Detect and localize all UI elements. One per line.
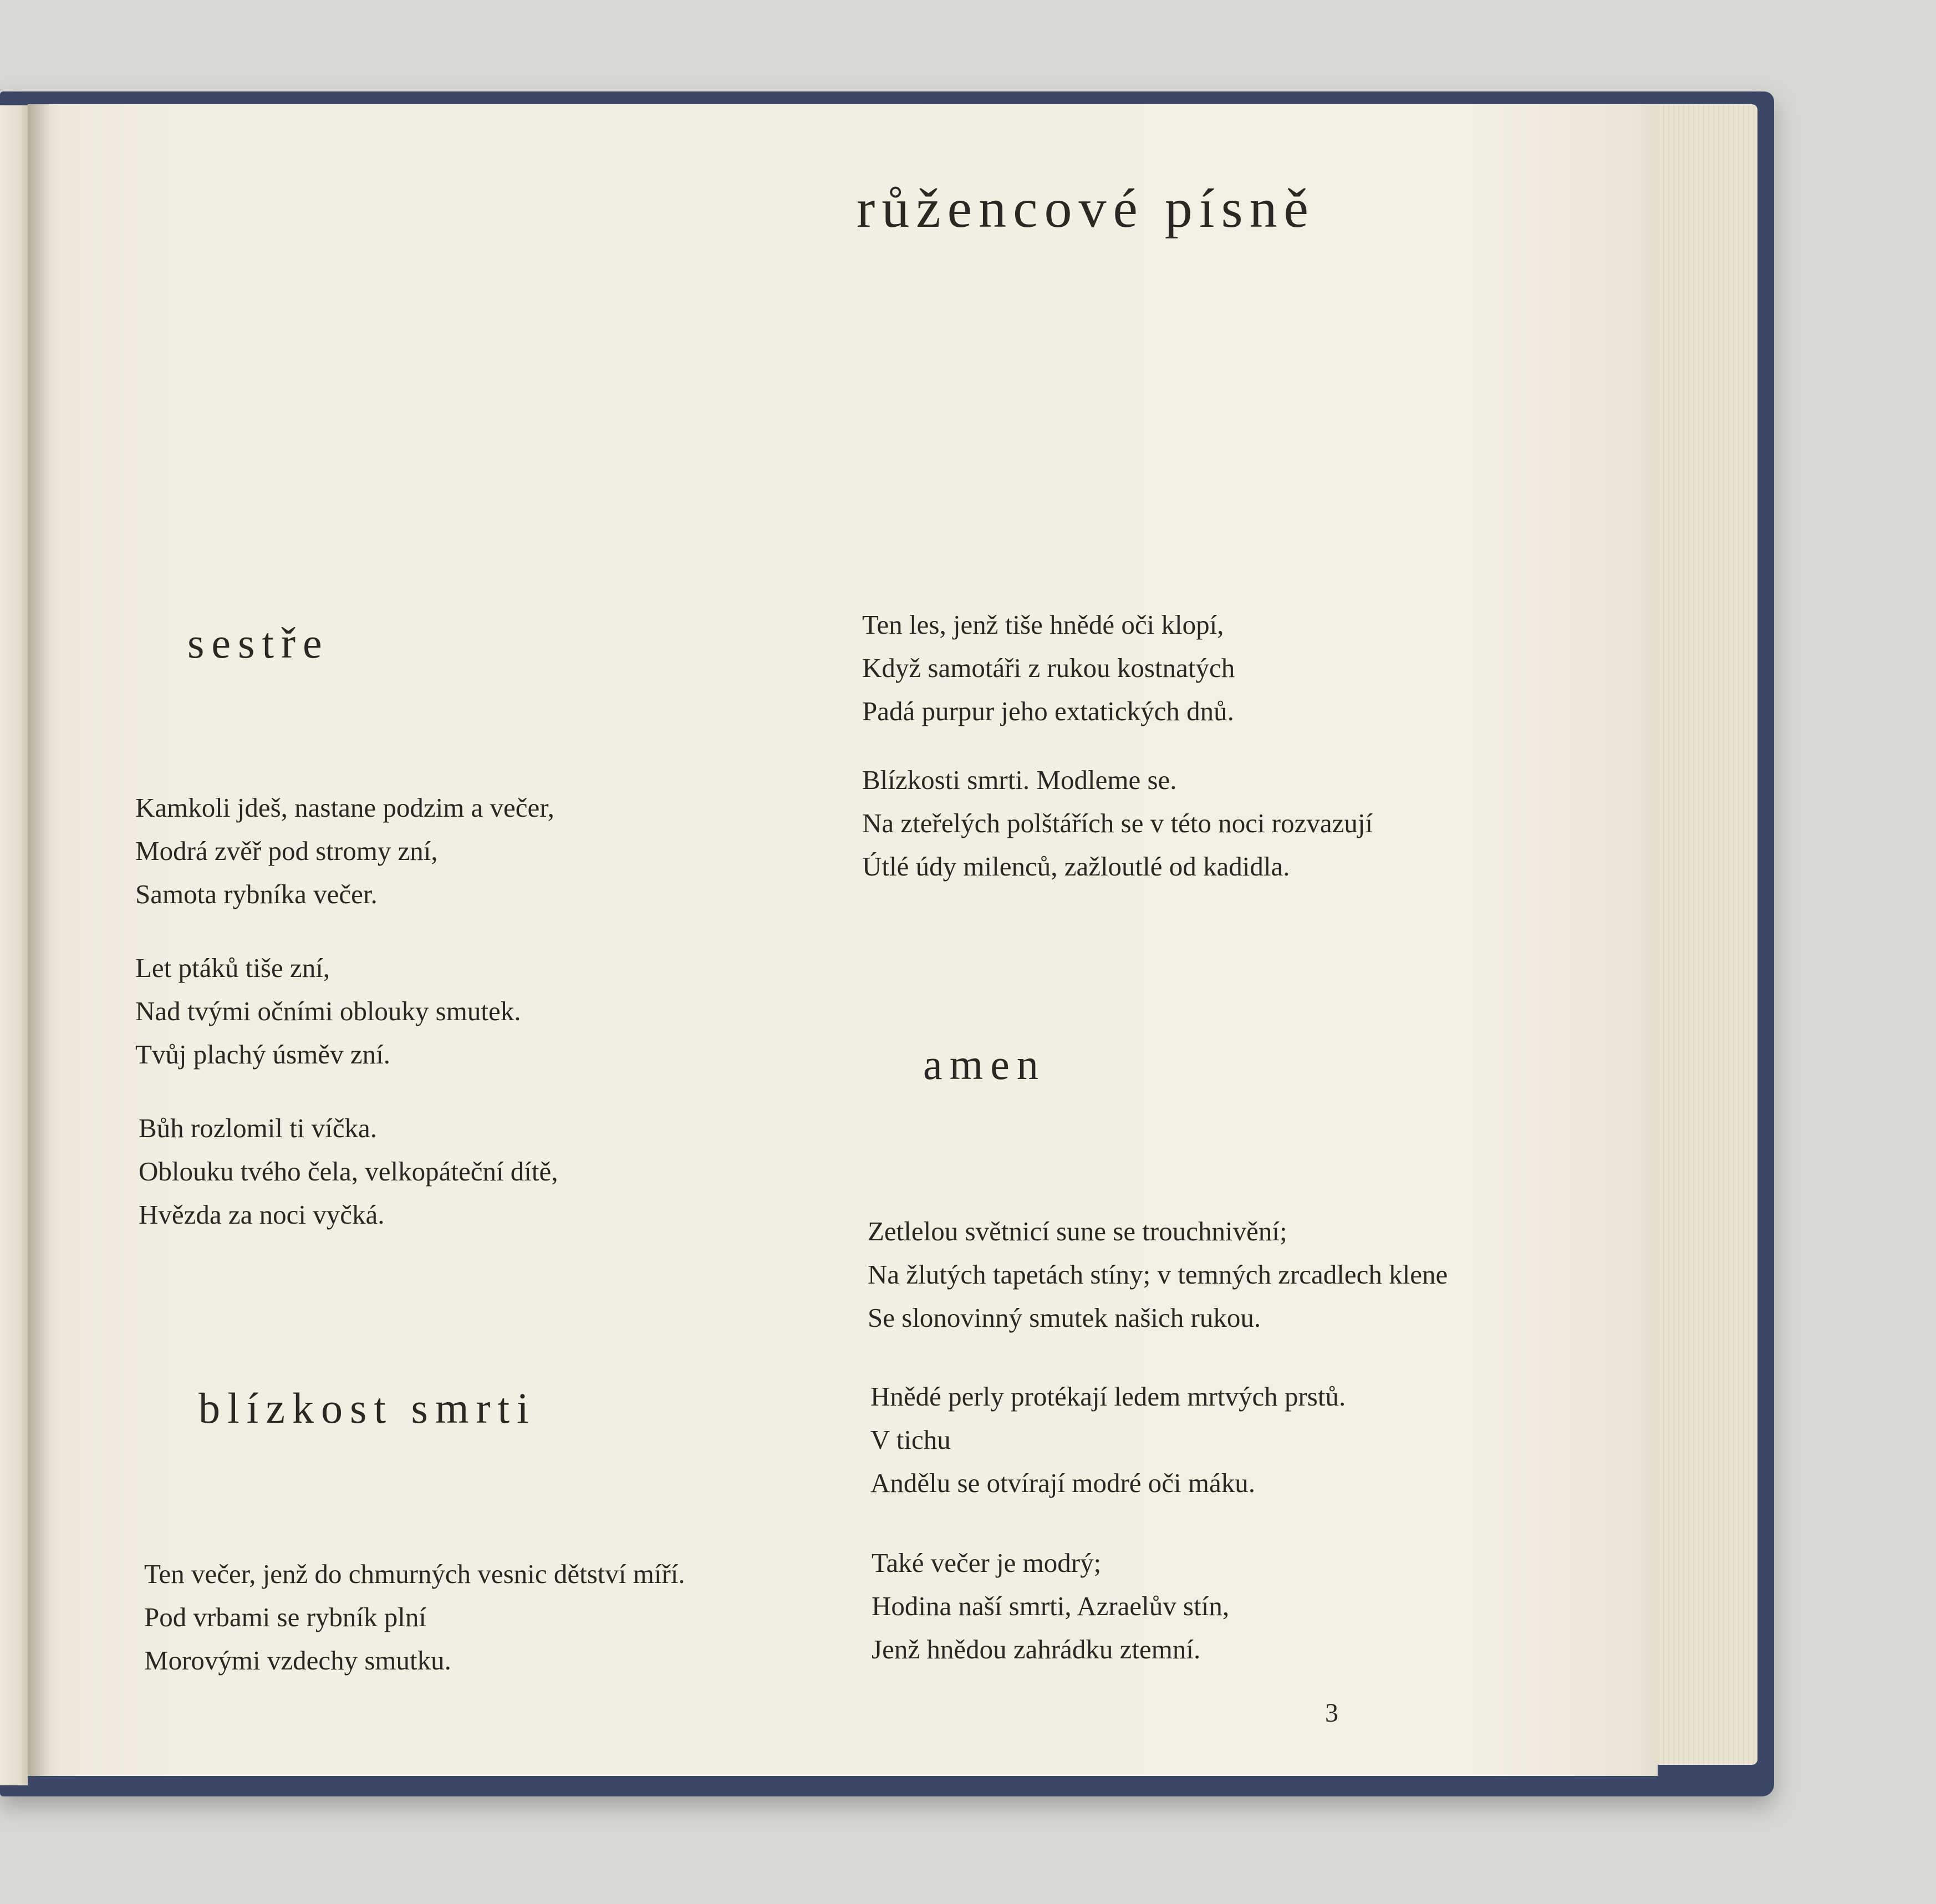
page-edges [1655, 104, 1757, 1765]
verse-line: Jenž hnědou zahrádku ztemní. [872, 1634, 1201, 1664]
verse-line: Na zteřelých polštářích se v této noci rozvazují [862, 808, 1373, 838]
poem-heading-amen: amen [923, 1040, 1046, 1088]
stanza-amen-3 [872, 1541, 1229, 1671]
stanza-sestre-1 [135, 786, 554, 916]
verse-line: Modrá zvěř pod stromy zní, [135, 836, 438, 866]
verse-line: Oblouku tvého čela, velkopáteční dítě, [139, 1156, 558, 1187]
verse-line: Padá purpur jeho extatických dnů. [862, 696, 1234, 726]
verse-line: Také večer je modrý; [872, 1547, 1102, 1578]
verse-line: Bůh rozlomil ti víčka. [139, 1113, 378, 1143]
verse-line: Blízkosti smrti. Modleme se. [862, 765, 1177, 795]
poem-heading-blizkost-smrti: blízkost smrti [198, 1384, 536, 1432]
poem-heading-sestre: sestře [187, 619, 329, 667]
verse-line: Tvůj plachý úsměv zní. [135, 1039, 390, 1070]
stanza-sestre-3 [139, 1107, 558, 1236]
book-page [28, 104, 1658, 1776]
verse-line: Andělu se otvírají modré oči máku. [870, 1468, 1255, 1498]
verse-line: Nad tvými očními oblouky smutek. [135, 996, 521, 1026]
verse-line: Hnědé perly protékají ledem mrtvých prstů. [870, 1381, 1346, 1412]
verse-line: Morovými vzdechy smutku. [144, 1645, 451, 1676]
stanza-amen-1 [868, 1210, 1448, 1340]
verse-line: Když samotáři z rukou kostnatých [862, 653, 1235, 683]
verse-line: Pod vrbami se rybník plní [144, 1602, 427, 1632]
stanza-amen-2 [870, 1375, 1346, 1505]
verse-line: Hvězda za noci vyčká. [139, 1199, 385, 1230]
facing-page-edge [0, 105, 28, 1785]
verse-line: Kamkoli jdeš, nastane podzim a večer, [135, 792, 554, 823]
verse-line: Útlé údy milenců, zažloutlé od kadidla. [862, 851, 1290, 882]
verse-line: Se slonovinný smutek našich rukou. [868, 1302, 1261, 1333]
verse-line: Let ptáků tiše zní, [135, 953, 330, 983]
verse-line: Na žlutých tapetách stíny; v temných zrcadlech klene [868, 1259, 1448, 1290]
stanza-sestre-2 [135, 946, 521, 1076]
verse-line: Samota rybníka večer. [135, 879, 378, 909]
stanza-blizkost-3 [862, 758, 1373, 888]
page-number: 3 [1325, 1698, 1338, 1728]
page-title: růžencové písně [857, 177, 1315, 239]
gutter-shadow [28, 104, 50, 1776]
verse-line: Ten večer, jenž do chmurných vesnic dětství míří. [144, 1559, 685, 1589]
stanza-blizkost-2 [862, 603, 1235, 733]
verse-line: V tichu [870, 1424, 951, 1455]
verse-line: Ten les, jenž tiše hnědé oči klopí, [862, 609, 1224, 640]
stanza-blizkost-1 [144, 1552, 685, 1682]
verse-line: Zetlelou světnicí sune se trouchnivění; [868, 1216, 1287, 1246]
verse-line: Hodina naší smrti, Azraelův stín, [872, 1591, 1230, 1621]
